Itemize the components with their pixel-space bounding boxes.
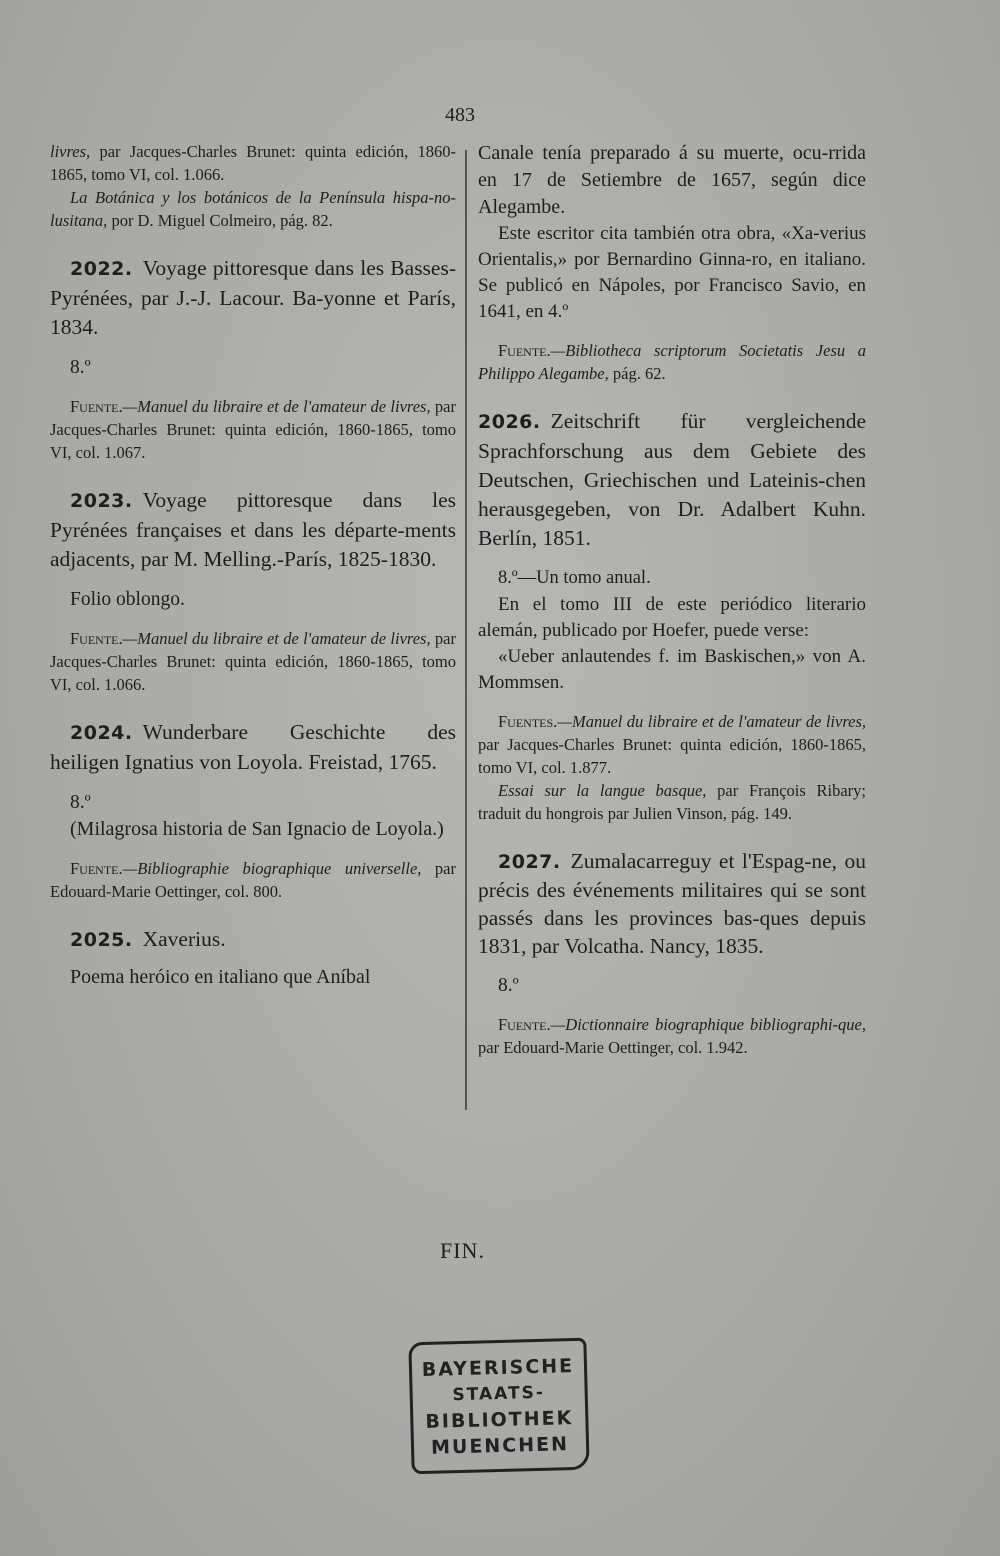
entry-number: 2026. (478, 411, 541, 433)
entry-number: 2024. (70, 722, 133, 744)
entry-2023-format: Folio oblongo. (70, 589, 185, 610)
entry-2026-format: 8.º—Un tomo anual. (498, 568, 651, 588)
right-column (478, 140, 866, 1059)
page-number: 483 (445, 104, 475, 126)
top-reference-2: La Botánica y los botánicos de la Península hispa-no-lusitana, por D. Miguel Colmeiro, pág. 82. (50, 188, 456, 230)
entry-number: 2025. (70, 929, 133, 951)
stamp-line-2: STAATS- (452, 1382, 546, 1406)
continuation-text-1: Canale tenía preparado á su muerte, ocu-rrida en 17 de Setiembre de 1657, según dice Alegambe. (478, 142, 866, 218)
entry-2025-note: Poema heróico en italiano que Aníbal (70, 966, 371, 988)
entry-number: 2027. (498, 851, 561, 873)
continuation-text-2: Este escritor cita también otra obra, «Xa-verius Orientalis,» por Bernardino Ginna-ro, en italiano. Se publicó en Nápoles, por Francisco Savio, en 1641, en 4.º (478, 223, 866, 322)
fin-label: FIN. (440, 1238, 485, 1263)
stamp-line-4: MUENCHEN (430, 1433, 570, 1459)
entry-2027-source: Fuente.—Dictionnaire biographique bibliographi-que, par Edouard-Marie Oettinger, col. 1.942. (478, 1015, 866, 1057)
entry-2025-title: 2025. Xaverius. (70, 927, 226, 951)
column-divider (465, 150, 467, 1110)
entry-number: 2023. (70, 490, 133, 512)
top-reference-1: livres, par Jacques-Charles Brunet: quinta edición, 1860-1865, tomo VI, col. 1.066. (50, 142, 456, 184)
entry-2023-title: 2023. Voyage pittoresque dans les Pyrénées françaises et dans les départe-ments adjacents, par M. Melling.-París, 1825-1830. (50, 488, 456, 571)
left-column (50, 140, 456, 992)
entry-2024-note: (Milagrosa historia de San Ignacio de Loyola.) (70, 818, 444, 840)
entry-2026-source-1: Fuentes.—Manuel du libraire et de l'amateur de livres, par Jacques-Charles Brunet: quinta edición, 1860-1865, tomo VI, col. 1.877. (478, 712, 866, 777)
entry-2024-format: 8.º (70, 792, 91, 813)
entry-number: 2022. (70, 258, 133, 280)
stamp-line-3: BIBLIOTHEK (425, 1407, 574, 1433)
stamp-line-1: BAYERISCHE (421, 1355, 575, 1382)
entry-2024-source: Fuente.—Bibliographie biographique universelle, par Edouard-Marie Oettinger, col. 800. (50, 859, 456, 901)
entry-2026-note-2: «Ueber anlautendes f. im Baskischen,» von A. Mommsen. (478, 646, 866, 693)
entry-2026-source-2: Essai sur la langue basque, par François Ribary; traduit du hongrois par Julien Vinson, pág. 149. (478, 781, 866, 823)
entry-2024-title: 2024. Wunderbare Geschichte des heiligen Ignatius von Loyola. Freistad, 1765. (50, 720, 456, 774)
entry-2022-source: Fuente.—Manuel du libraire et de l'amateur de livres, par Jacques-Charles Brunet: quinta edición, 1860-1865, tomo VI, col. 1.067. (50, 397, 456, 462)
entry-2027-format: 8.º (498, 975, 519, 996)
entry-2022-title: 2022. Voyage pittoresque dans les Basses-Pyrénées, par J.-J. Lacour. Ba-yonne et París, 1834. (50, 256, 456, 339)
continuation-source: Fuente.—Bibliotheca scriptorum Societatis Jesu a Philippo Alegambe, pág. 62. (478, 341, 866, 383)
entry-2023-source: Fuente.—Manuel du libraire et de l'amateur de livres, par Jacques-Charles Brunet: quinta edición, 1860-1865, tomo VI, col. 1.066. (50, 629, 456, 694)
library-stamp (408, 1338, 589, 1475)
entry-2022-format: 8.º (70, 357, 91, 378)
entry-2027-title: 2027. Zumalacarreguy et l'Espag-ne, ou précis des événements militaires qui se sont passés dans les provinces bas-ques depuis 1831, par Volcatha. Nancy, 1835. (478, 849, 866, 958)
entry-2026-title: 2026. Zeitschrift für vergleichende Sprachforschung aus dem Gebiete des Deutschen, Griechischen und Lateinis-chen herausgegeben, von Dr. Adalbert Kuhn. Berlín, 1851. (478, 409, 866, 550)
entry-2026-note-1: En el tomo III de este periódico literario alemán, publicado por Hoefer, puede verse: (478, 594, 866, 641)
